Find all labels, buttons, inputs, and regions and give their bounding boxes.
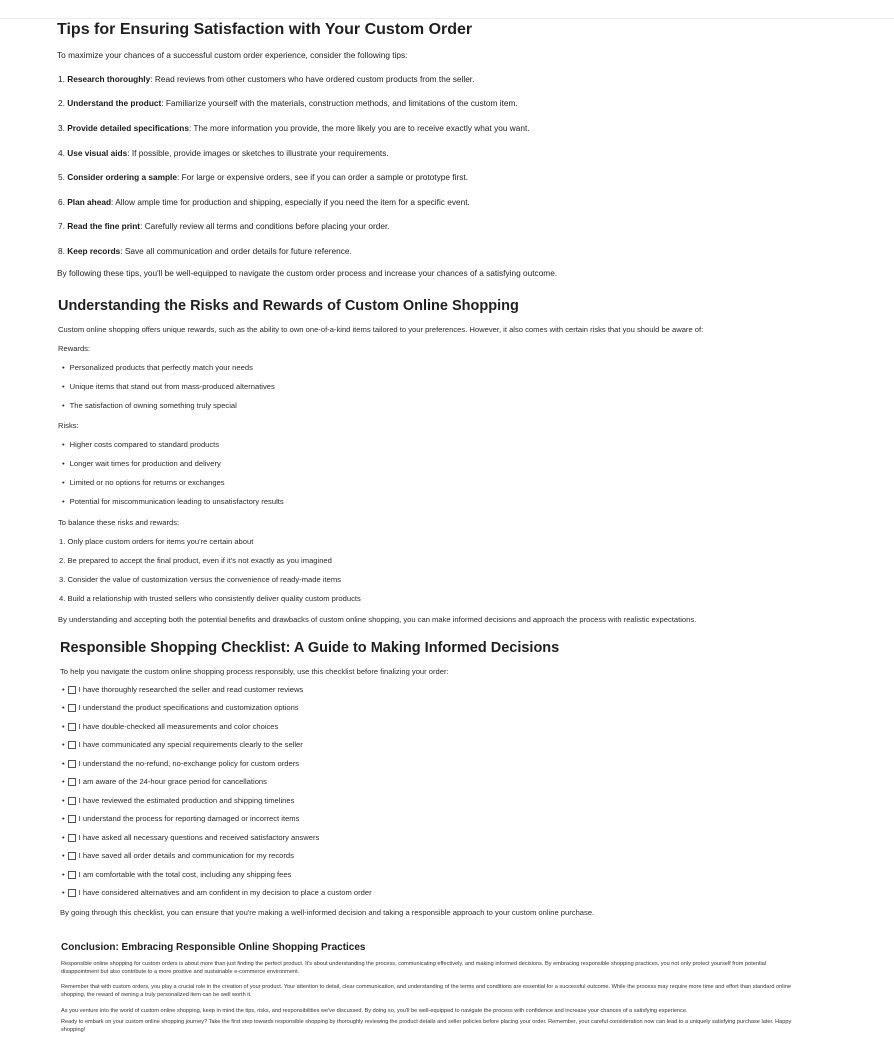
reward-item: • Personalized products that perfectly match your needs bbox=[62, 363, 253, 372]
tip-item: 6. Plan ahead: Allow ample time for production and shipping, especially if you need the item for a specific event. bbox=[58, 197, 470, 207]
checklist-outro: By going through this checklist, you can ensure that you're making a well-informed decision and taking a responsible approach to your custom online purchase. bbox=[60, 908, 595, 917]
checklist-intro: To help you navigate the custom online shopping process responsibly, use this checklist before finalizing your order: bbox=[60, 667, 449, 676]
conclusion-paragraph: Remember that with custom orders, you play a crucial role in the creation of your product. Your attention to detail, clear communication, and understanding of the terms and conditions are essential for a successful outcome. While the process may require more time and effort than standard online shopping, the reward of owning a truly personalized item can be well worth it. bbox=[61, 984, 791, 998]
checklist-item: • I have reviewed the estimated production and shipping timelines bbox=[62, 796, 295, 805]
tip-item: 7. Read the fine print: Carefully review all terms and conditions before placing your order. bbox=[58, 221, 390, 231]
checklist-item: • I have saved all order details and communication for my records bbox=[62, 851, 294, 860]
checkbox[interactable] bbox=[68, 797, 76, 805]
risk-item: • Longer wait times for production and delivery bbox=[62, 459, 221, 468]
checkbox[interactable] bbox=[68, 704, 76, 712]
tips-intro: To maximize your chances of a successful custom order experience, consider the following tips: bbox=[57, 50, 408, 60]
risks-label: Risks: bbox=[58, 421, 79, 430]
conclusion-paragraph: Ready to embark on your custom online shopping journey? Take the first step towards responsible shopping by thoroughly reviewing the product details and seller policies before placing your order. Remember, your careful consideration now can lead to a uniquely satisfying purchase later. Happy shopping! bbox=[61, 1019, 792, 1033]
top-divider bbox=[0, 18, 894, 19]
checkbox[interactable] bbox=[68, 834, 76, 842]
checklist-item: • I have asked all necessary questions and received satisfactory answers bbox=[62, 833, 320, 842]
checkbox[interactable] bbox=[68, 686, 76, 694]
checkbox[interactable] bbox=[68, 889, 76, 897]
tip-item: 8. Keep records: Save all communication and order details for future reference. bbox=[58, 246, 352, 256]
checklist-item: • I am comfortable with the total cost, including any shipping fees bbox=[62, 870, 292, 879]
conclusion-title: Conclusion: Embracing Responsible Online Shopping Practices bbox=[61, 942, 366, 953]
balance-label: To balance these risks and rewards: bbox=[58, 518, 180, 527]
checklist-item: • I have double-checked all measurements and color choices bbox=[62, 722, 279, 731]
checklist-item: • I am aware of the 24-hour grace period for cancellations bbox=[62, 777, 267, 786]
checklist-title: Responsible Shopping Checklist: A Guide to Making Informed Decisions bbox=[60, 640, 560, 656]
checkbox[interactable] bbox=[68, 778, 76, 786]
checkbox[interactable] bbox=[68, 815, 76, 823]
checklist-section bbox=[60, 640, 860, 917]
checkbox[interactable] bbox=[68, 760, 76, 768]
checklist-item: • I understand the no-refund, no-exchange policy for custom orders bbox=[62, 759, 300, 768]
risks-section bbox=[58, 298, 858, 624]
checklist-item: • I understand the product specifications and customization options bbox=[62, 703, 299, 712]
conclusion-paragraph: As you venture into the world of custom online shopping, keep in mind the tips, risks, and responsibilities we've discussed. By doing so, you'll be well-equipped to navigate the process with confidence and increase your chances of a satisfying experience. bbox=[61, 1008, 688, 1014]
tip-item: 1. Research thoroughly: Read reviews from other customers who have ordered custom products from the seller. bbox=[58, 74, 475, 84]
risks-intro: Custom online shopping offers unique rewards, such as the ability to own one-of-a-kind items tailored to your preferences. However, it also comes with certain risks that you should be aware of: bbox=[58, 325, 704, 334]
tips-section bbox=[57, 21, 857, 278]
risk-item: • Higher costs compared to standard products bbox=[62, 440, 219, 449]
checklist-item: • I understand the process for reporting damaged or incorrect items bbox=[62, 814, 300, 823]
tip-item: 2. Understand the product: Familiarize yourself with the materials, construction methods, and limitations of the custom item. bbox=[58, 98, 518, 108]
checkbox[interactable] bbox=[68, 741, 76, 749]
checkbox[interactable] bbox=[68, 852, 76, 860]
rewards-label: Rewards: bbox=[58, 344, 91, 353]
checkbox[interactable] bbox=[68, 871, 76, 879]
tip-item: 5. Consider ordering a sample: For large or expensive orders, see if you can order a sample or prototype first. bbox=[58, 172, 468, 182]
tips-title: Tips for Ensuring Satisfaction with Your Custom Order bbox=[57, 21, 473, 38]
risks-outro: By understanding and accepting both the potential benefits and drawbacks of custom online shopping, you can make informed decisions and approach the process with realistic expectations. bbox=[58, 615, 697, 624]
balance-item: 2. Be prepared to accept the final product, even if it's not exactly as you imagined bbox=[59, 556, 332, 565]
tip-item: 4. Use visual aids: If possible, provide images or sketches to illustrate your requirements. bbox=[58, 148, 389, 158]
risks-title: Understanding the Risks and Rewards of Custom Online Shopping bbox=[58, 298, 519, 314]
conclusion-paragraph: Responsible online shopping for custom orders is about more than just finding the perfect product. It's about understanding the process, communicating effectively, and making informed decisions. By embracing responsible shopping practices, you not only protect yourself from potential disappointment but also contribute to a more positive and sustainable e-commerce environment. bbox=[61, 961, 767, 975]
balance-item: 4. Build a relationship with trusted sellers who consistently deliver quality custom products bbox=[59, 594, 361, 603]
tips-outro: By following these tips, you'll be well-equipped to navigate the custom order process and increase your chances of a satisfying outcome. bbox=[57, 268, 558, 278]
checklist-item: • I have thoroughly researched the seller and read customer reviews bbox=[62, 685, 304, 694]
checklist-item: • I have communicated any special requirements clearly to the seller bbox=[62, 740, 303, 749]
tip-item: 3. Provide detailed specifications: The more information you provide, the more likely you are to receive exactly what you want. bbox=[58, 123, 530, 133]
balance-item: 1. Only place custom orders for items you're certain about bbox=[59, 537, 254, 546]
risk-item: • Potential for miscommunication leading to unsatisfactory results bbox=[62, 497, 284, 506]
checklist-item: • I have considered alternatives and am confident in my decision to place a custom order bbox=[62, 888, 372, 897]
reward-item: • The satisfaction of owning something truly special bbox=[62, 401, 237, 410]
checkbox[interactable] bbox=[68, 723, 76, 731]
conclusion-section bbox=[61, 942, 801, 1033]
reward-item: • Unique items that stand out from mass-produced alternatives bbox=[62, 382, 275, 391]
risk-item: • Limited or no options for returns or exchanges bbox=[62, 478, 225, 487]
balance-item: 3. Consider the value of customization versus the convenience of ready-made items bbox=[59, 575, 341, 584]
